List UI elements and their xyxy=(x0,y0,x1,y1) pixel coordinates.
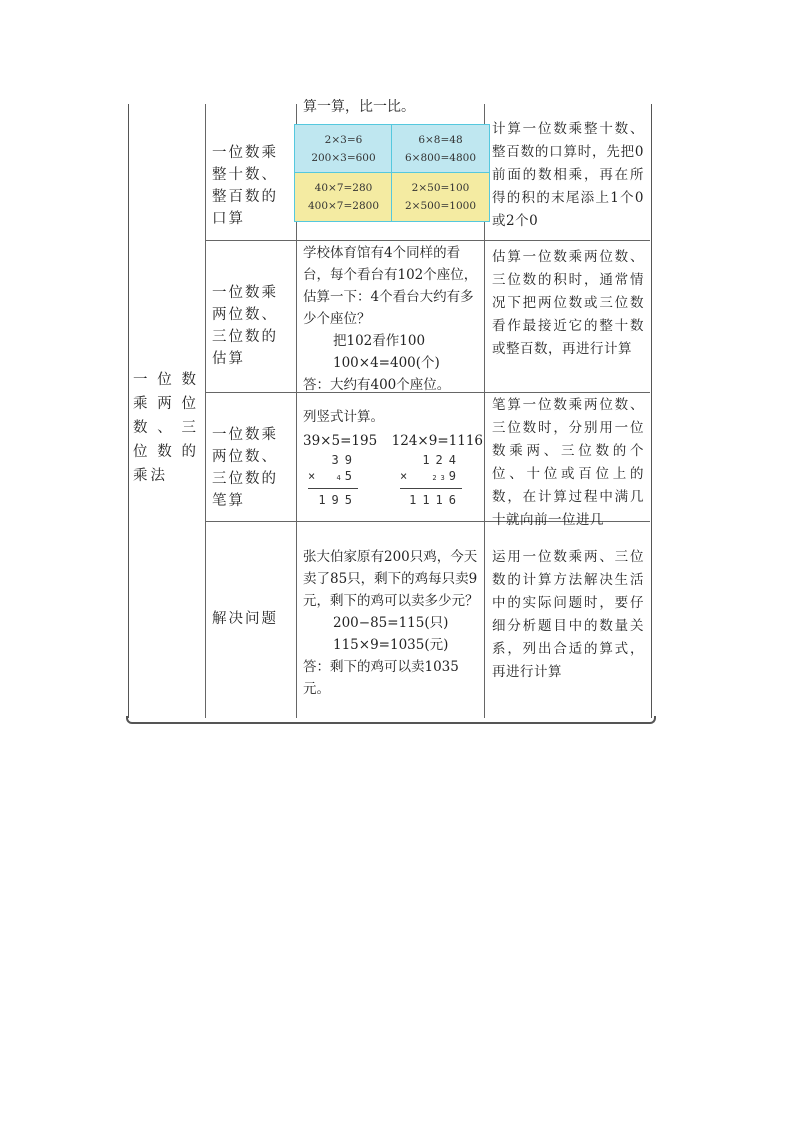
times-sign: × xyxy=(308,469,316,483)
compare-grid xyxy=(294,124,490,222)
vertical-rule xyxy=(400,488,462,489)
topic-problem-solving: 解决问题 xyxy=(212,611,278,627)
note-written-calc: 笔算一位数乘两位数、三位数时，分别用一位数乘两、三位数的个位、十位或百位上的数，在计算过程中满几十就向前一位进几 xyxy=(492,397,644,528)
grid-line: 6×800=4800 xyxy=(404,152,477,164)
grid-cell xyxy=(295,173,392,221)
vertical-mult-row xyxy=(308,468,358,486)
vertical-calc xyxy=(308,452,358,508)
topic-estimation: 一位数乘两位数、三位数的估算 xyxy=(212,285,278,367)
vertical-mult-row xyxy=(400,468,462,486)
example-estimation xyxy=(303,242,481,396)
example-answer: 答：大约有400个座位。 xyxy=(303,377,451,393)
vertical-multiplier: 5 xyxy=(344,469,358,483)
example-step: 200−85=115(只) xyxy=(333,615,449,631)
example-step: 把102看作100 xyxy=(333,333,426,349)
grid-cell xyxy=(295,125,392,173)
grid-cell xyxy=(392,125,489,173)
row-divider xyxy=(205,240,650,241)
vertical-top: 124 xyxy=(422,453,462,467)
grid-line: 2×3=6 xyxy=(324,134,363,146)
grid-divider xyxy=(391,125,392,221)
grid-line: 400×7=2800 xyxy=(307,200,380,212)
equation: 124×9=1116 xyxy=(391,433,483,449)
example-answer: 答：剩下的鸡可以卖1035元。 xyxy=(303,659,459,697)
vertical-result: 1116 xyxy=(409,493,462,507)
example-problem xyxy=(303,546,481,700)
vertical-top: 39 xyxy=(331,453,358,467)
column-divider xyxy=(205,104,206,718)
grid-divider xyxy=(295,172,489,173)
carry-digits: 4 xyxy=(336,474,345,482)
equation-row xyxy=(303,430,483,452)
example-intro: 算一算，比一比。 xyxy=(303,99,415,115)
times-sign: × xyxy=(400,469,408,483)
vertical-calc xyxy=(400,452,462,508)
vertical-result: 195 xyxy=(318,493,358,507)
topic-oral-calc: 一位数乘整十数、整百数的口算 xyxy=(212,145,278,227)
grid-line: 40×7=280 xyxy=(314,182,373,194)
grid-line: 2×500=1000 xyxy=(404,200,477,212)
example-step: 100×4=400(个) xyxy=(333,355,440,371)
equation: 39×5=195 xyxy=(303,433,378,449)
example-intro: 列竖式计算。 xyxy=(303,409,384,425)
note-oral-calc: 计算一位数乘整十数、整百数的口算时，先把0前面的数相乘，再在所得的积的末尾添上1个0或2个0 xyxy=(492,121,644,229)
note-problem-solving: 运用一位数乘两、三位数的计算方法解决生活中的实际问题时，要仔细分析题目中的数量关系，列出合适的算式，再进行计算 xyxy=(492,549,644,680)
carry-digits: 23 xyxy=(432,474,449,482)
category-label: 一位数乘两位数、三位数的乘法 xyxy=(133,372,199,484)
topic-written-calc: 一位数乘两位数、三位数的笔算 xyxy=(212,427,278,509)
vertical-rule xyxy=(308,488,358,489)
example-text: 张大伯家原有200只鸡，今天卖了85只，剩下的鸡每只卖9元，剩下的鸡可以卖多少元？ xyxy=(303,549,479,609)
vertical-multiplier: 9 xyxy=(448,469,462,483)
example-text: 学校体育馆有4个同样的看台，每个看台有102个座位，估算一下：4个看台大约有多少个座位？ xyxy=(303,245,478,327)
example-step: 115×9=1035(元) xyxy=(333,637,449,653)
grid-line: 2×50=100 xyxy=(411,182,470,194)
grid-cell xyxy=(392,173,489,221)
grid-line: 200×3=600 xyxy=(311,152,376,164)
note-estimation: 估算一位数乘两位数、三位数的积时，通常情况下把两位数或三位数看作最接近它的整十数或整百数，再进行计算 xyxy=(492,249,644,357)
grid-line: 6×8=48 xyxy=(418,134,463,146)
